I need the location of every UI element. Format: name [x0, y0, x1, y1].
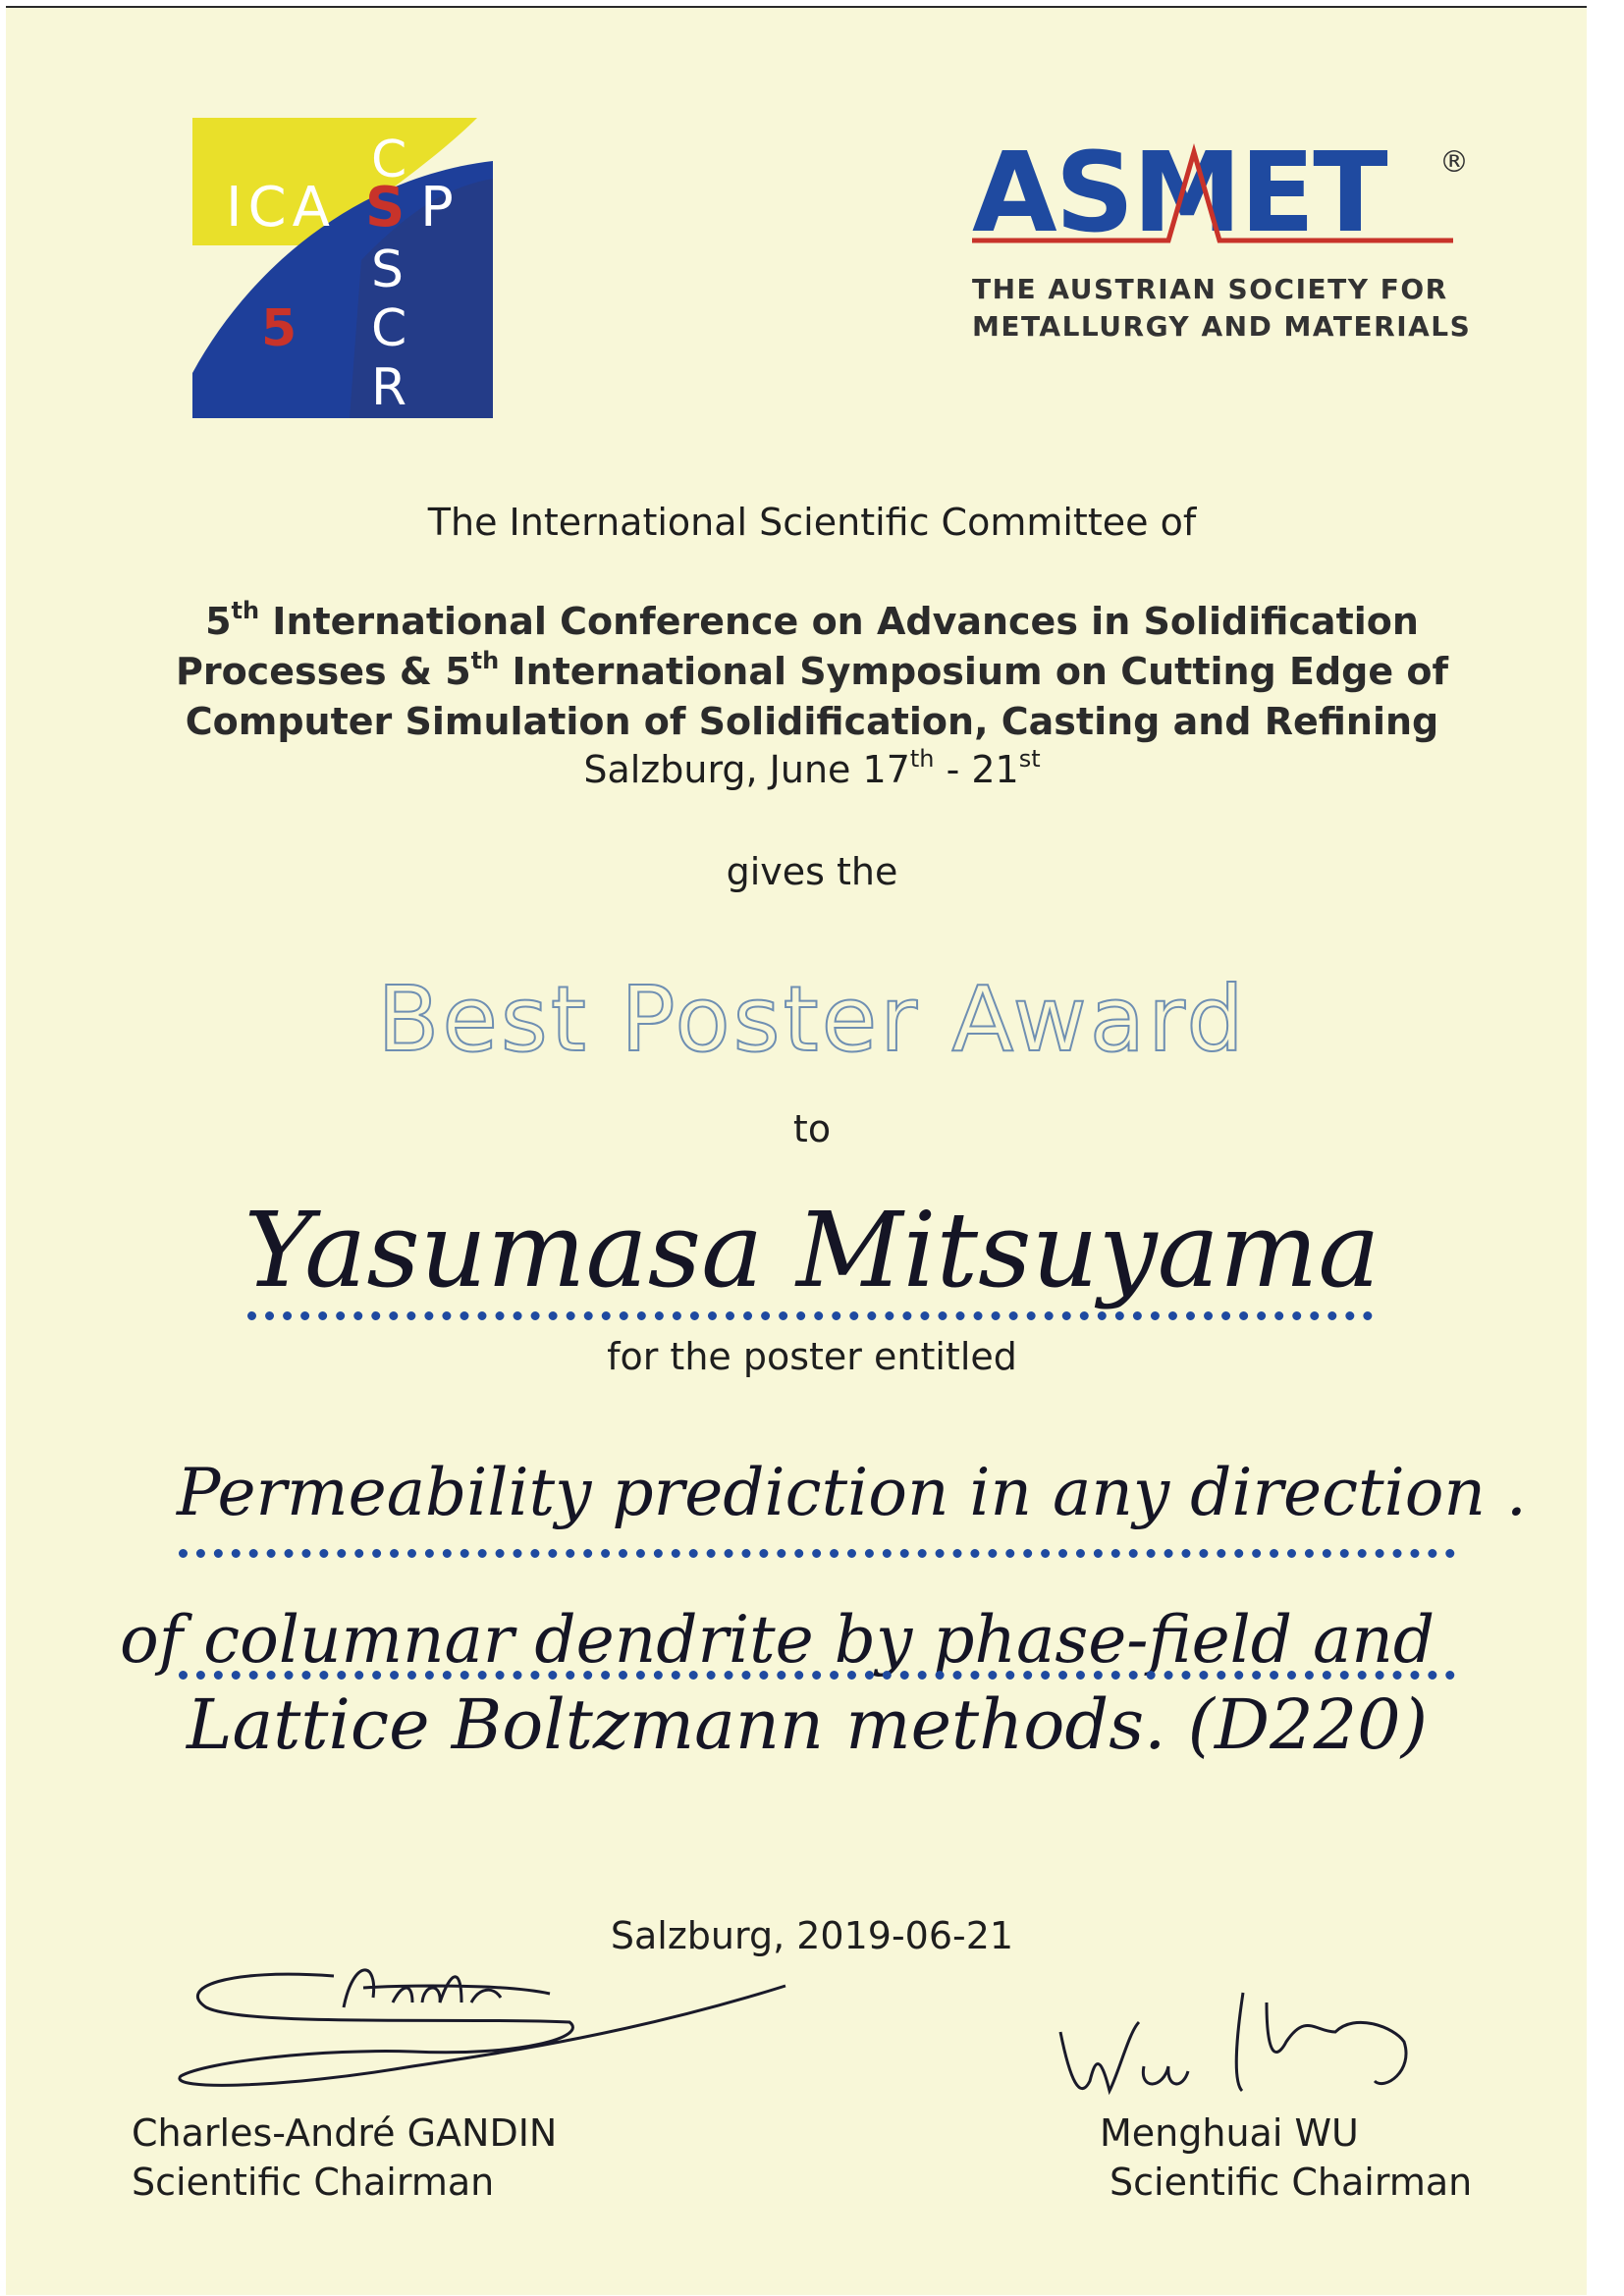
to-line: to [792, 1107, 832, 1150]
title-dotted-line1 [179, 1549, 1455, 1558]
name-dotted-line [247, 1311, 1373, 1320]
logo-col-c: C [371, 299, 407, 358]
signer-gandin [132, 2109, 557, 2207]
award-title: Best Poster Award [377, 967, 1247, 1072]
signer-name: Charles-André GANDIN [132, 2111, 558, 2155]
title-dotted-line2 [179, 1671, 1455, 1680]
committee-line: The International Scientific Committee of [427, 501, 1197, 544]
conference-line3: Computer Simulation of Solidification, Casting and Refining [185, 700, 1439, 743]
logo-p-text: P [420, 176, 454, 240]
signer-wu [1100, 2109, 1472, 2207]
signer-title: Scientific Chairman [1110, 2161, 1473, 2204]
logo-col-r: R [371, 358, 407, 417]
conference-line1: 5th International Conference on Advances in Solidification [205, 597, 1419, 643]
registered-mark: ® [1439, 145, 1469, 180]
asmet-brand: ASMET [972, 133, 1386, 257]
logo-ica-text: ICA [226, 176, 336, 240]
signer-name: Menghuai WU [1100, 2111, 1359, 2155]
asmet-subtitle-line1: THE AUSTRIAN SOCIETY FOR [972, 273, 1448, 305]
gandin-signature [167, 1949, 795, 2096]
signer-title: Scientific Chairman [132, 2161, 495, 2204]
issue-date: Salzburg, 2019-06-21 [610, 1914, 1014, 1957]
logo-c-text: C [371, 131, 407, 189]
icasp-cssr-logo [192, 118, 493, 418]
conference-location: Salzburg, June 17th - 21st [583, 745, 1041, 791]
poster-title-line2: of columnar dendrite by phase-field and [120, 1602, 1435, 1678]
poster-title-line1: Permeability prediction in any direction . [177, 1455, 1527, 1530]
asmet-subtitle [972, 271, 1483, 346]
logo-s-red: S [365, 176, 406, 240]
conference-title [0, 597, 1624, 747]
conference-line2: Processes & 5th International Symposium on Cutting Edge of [175, 647, 1448, 693]
wu-signature [1041, 1973, 1434, 2120]
recipient-name: Yasumasa Mitsuyama [244, 1190, 1380, 1310]
logo-number-5: 5 [261, 299, 298, 358]
poster-intro: for the poster entitled [607, 1335, 1017, 1378]
logo-col-s: S [371, 240, 405, 299]
gives-line: gives the [726, 850, 898, 893]
poster-title-line3: Lattice Boltzmann methods. (D220) [187, 1684, 1428, 1765]
asmet-subtitle-line2: METALLURGY AND MATERIALS [972, 310, 1472, 343]
